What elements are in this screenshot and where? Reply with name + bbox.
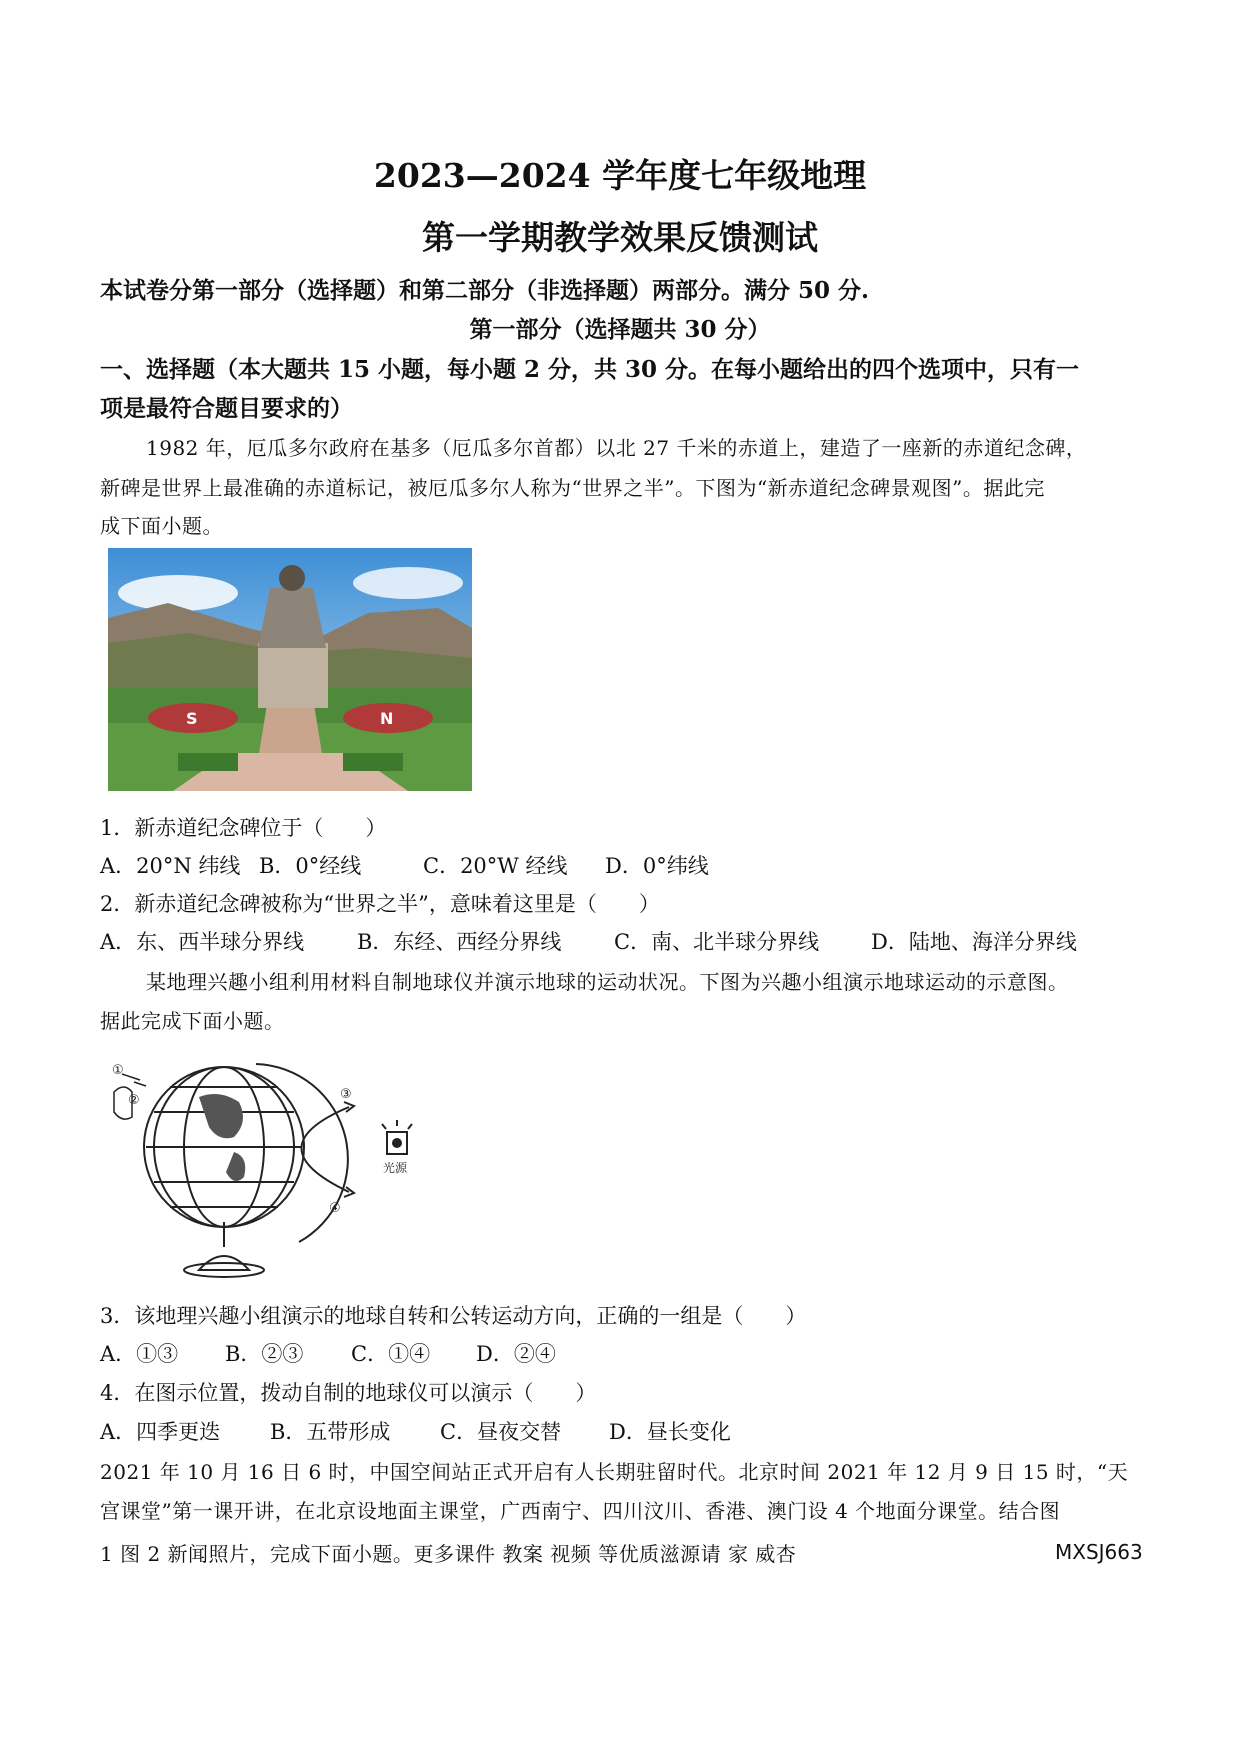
globe-diagram — [104, 1052, 474, 1282]
title-line-2: 第一学期教学效果反馈测试 — [422, 218, 818, 257]
monument-photo — [108, 548, 472, 791]
exam-intro: 本试卷分第一部分（选择题）和第二部分（非选择题）两部分。满分 50 分. — [100, 277, 870, 304]
q1-option-a: A．20°N 纬线 — [100, 854, 241, 878]
doc-code: MXSJ663 — [1055, 1540, 1143, 1564]
part1-heading: 第一部分（选择题共 30 分） — [469, 316, 771, 343]
q1-option-d: D．0°纬线 — [605, 854, 709, 878]
photo-letter-s: S — [186, 709, 198, 728]
photo-letter-n: N — [380, 709, 394, 728]
title-line-1: 2023—2024 学年度七年级地理 — [373, 156, 867, 195]
q4-option-b: B．五带形成 — [270, 1420, 391, 1444]
q3-stem: 3．该地理兴趣小组演示的地球自转和公转运动方向，正确的一组是（ ） — [100, 1304, 807, 1328]
q4-option-a: A．四季更迭 — [100, 1420, 221, 1444]
q3-option-a: A．①③ — [100, 1342, 179, 1366]
passage1-line2: 新碑是世界上最准确的赤道标记，被厄瓜多尔人称为“世界之半”。下图为“新赤道纪念碑景观图”。据此完 — [100, 476, 1045, 500]
section1-heading-line2: 项是最符合题目要求的） — [100, 395, 353, 422]
q3-option-c: C．①④ — [351, 1342, 431, 1366]
q2-option-c: C．南、北半球分界线 — [614, 930, 820, 954]
passage2-line2: 据此完成下面小题。 — [100, 1009, 285, 1033]
passage2-line1: 某地理兴趣小组利用材料自制地球仪并演示地球的运动状况。下图为兴趣小组演示地球运动的示意图。 — [146, 970, 1069, 994]
section1-heading-line1: 一、选择题（本大题共 15 小题，每小题 2 分，共 30 分。在每小题给出的四个选项中，只有一 — [100, 356, 1080, 383]
q3-option-d: D．②④ — [476, 1342, 556, 1366]
q2-option-b: B．东经、西经分界线 — [357, 930, 562, 954]
q2-option-d: D．陆地、海洋分界线 — [871, 930, 1077, 954]
q4-option-d: D．昼长变化 — [609, 1420, 731, 1444]
q2-stem: 2．新赤道纪念碑被称为“世界之半”，意味着这里是（ ） — [100, 892, 660, 916]
q4-option-c: C．昼夜交替 — [440, 1420, 562, 1444]
q2-option-a: A．东、西半球分界线 — [100, 930, 305, 954]
q1-stem: 1．新赤道纪念碑位于（ ） — [100, 816, 387, 840]
passage1-line3: 成下面小题。 — [100, 514, 223, 538]
globe-mark-4: ④ — [329, 1201, 341, 1216]
q3-option-b: B．②③ — [225, 1342, 304, 1366]
globe-mark-2: ② — [128, 1093, 140, 1108]
q4-stem: 4．在图示位置，拨动自制的地球仪可以演示（ ） — [100, 1381, 597, 1405]
passage3-line1: 2021 年 10 月 16 日 6 时，中国空间站正式开启有人长期驻留时代。北京时间 2021 年 12 月 9 日 15 时，“天 — [100, 1460, 1129, 1484]
light-source-label: 光源 — [383, 1161, 408, 1175]
globe-mark-3: ③ — [340, 1087, 352, 1102]
passage3-line3: 1 图 2 新闻照片，完成下面小题。更多课件 教案 视频 等优质滋源请 家 威杏 — [100, 1542, 797, 1566]
q1-option-c: C．20°W 经线 — [423, 854, 568, 878]
q1-option-b: B．0°经线 — [259, 854, 362, 878]
passage1-line1: 1982 年，厄瓜多尔政府在基多（厄瓜多尔首都）以北 27 千米的赤道上，建造了一座新的赤道纪念碑， — [146, 436, 1087, 460]
globe-mark-1: ① — [112, 1063, 124, 1078]
passage3-line2: 宫课堂”第一课开讲，在北京设地面主课堂，广西南宁、四川汶川、香港、澳门设 4 个地面分课堂。结合图 — [100, 1499, 1061, 1523]
